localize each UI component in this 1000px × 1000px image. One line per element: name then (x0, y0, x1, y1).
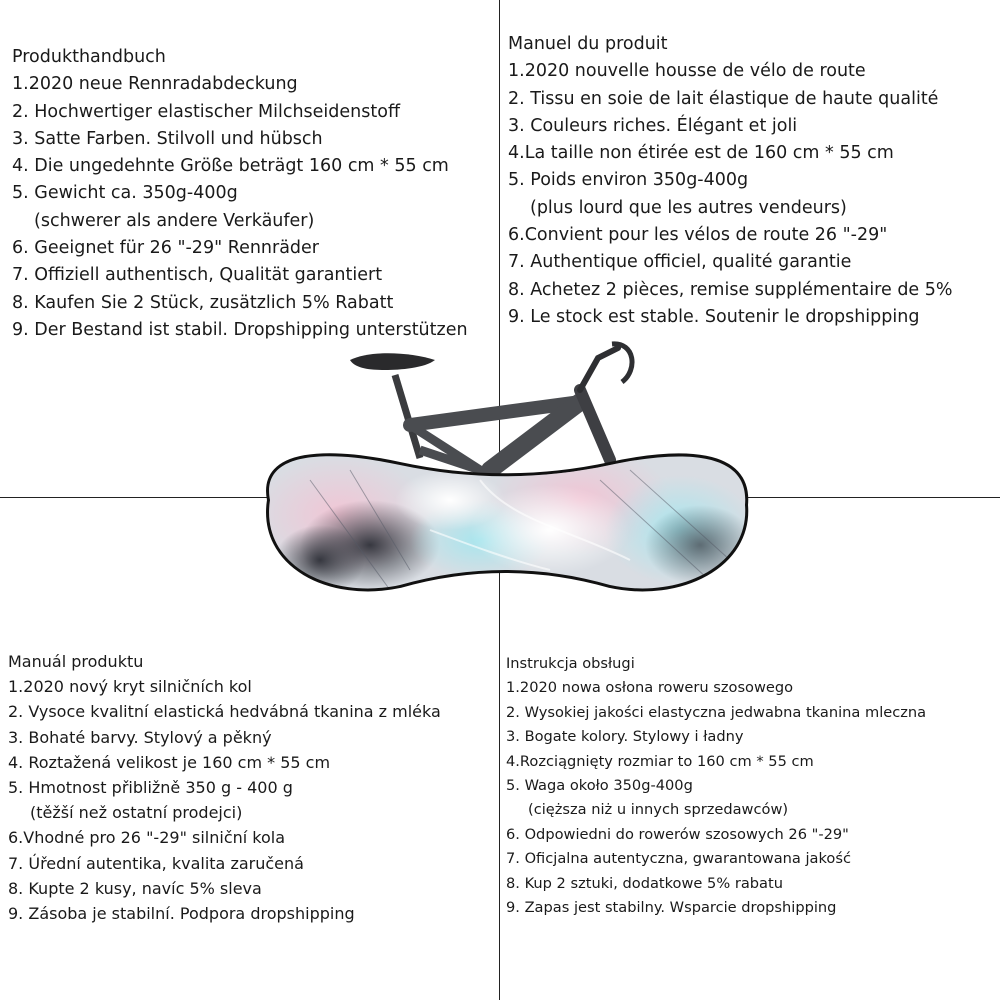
czech-item: 6.Vhodné pro 26 "-29" silniční kola (8, 828, 286, 848)
french-item: 2. Tissu en soie de lait élastique de haute qualité (508, 88, 939, 109)
german-item: 2. Hochwertiger elastischer Milchseidenstoff (12, 101, 401, 122)
german-item: 8. Kaufen Sie 2 Stück, zusätzlich 5% Rabatt (12, 292, 394, 313)
german-item: 7. Offiziell authentisch, Qualität garantiert (12, 265, 383, 286)
polish-item: 8. Kup 2 sztuki, dodatkowe 5% rabatu (506, 874, 783, 892)
czech-item: 4. Roztažená velikost je 160 cm * 55 cm (8, 752, 331, 772)
polish-item: 3. Bogate kolory. Stylowy i ładny (506, 728, 744, 746)
polish-item: 5. Waga około 350g-400g (506, 777, 693, 795)
polish-item: 6. Odpowiedni do rowerów szosowych 26 "-29" (506, 825, 849, 843)
polish-item-note: (cięższa niż u innych sprzedawców) (528, 801, 789, 819)
bike-silhouette (350, 344, 632, 470)
french-item-note: (plus lourd que les autres vendeurs) (530, 197, 847, 218)
german-item: 6. Geeignet für 26 "-29" Rennräder (12, 238, 320, 259)
czech-manual-title: Manuál produktu (8, 652, 144, 671)
polish-item: 2. Wysokiej jakości elastyczna jedwabna tkanina mleczna (506, 703, 927, 721)
french-item: 1.2020 nouvelle housse de vélo de route (508, 61, 866, 82)
czech-manual (8, 649, 441, 926)
german-item: 9. Der Bestand ist stabil. Dropshipping unterstützen (12, 319, 468, 340)
french-item: 3. Couleurs riches. Élégant et joli (508, 115, 798, 136)
german-item: 5. Gewicht ca. 350g-400g (12, 183, 238, 204)
german-item: 3. Satte Farben. Stilvoll und hübsch (12, 128, 323, 149)
czech-item: 9. Zásoba je stabilní. Podpora dropshipping (8, 904, 355, 924)
czech-item: 2. Vysoce kvalitní elastická hedvábná tkanina z mléka (8, 702, 441, 722)
german-item: 4. Die ungedehnte Größe beträgt 160 cm * 55 cm (12, 156, 449, 177)
czech-item: 5. Hmotnost přibližně 350 g - 400 g (8, 778, 293, 798)
polish-item: 7. Oficjalna autentyczna, gwarantowana jakość (506, 850, 851, 868)
french-item: 4.La taille non étirée est de 160 cm * 55 cm (508, 143, 894, 164)
french-manual (508, 31, 953, 331)
czech-item: 1.2020 nový kryt silničních kol (8, 677, 252, 697)
czech-item: 8. Kupte 2 kusy, navíc 5% sleva (8, 878, 262, 898)
french-item: 8. Achetez 2 pièces, remise supplémentaire de 5% (508, 279, 953, 300)
french-item: 9. Le stock est stable. Soutenir le dropshipping (508, 306, 920, 327)
french-manual-title: Manuel du produit (508, 34, 668, 54)
german-item-note: (schwerer als andere Verkäufer) (34, 210, 315, 231)
french-item: 6.Convient pour les vélos de route 26 "-29" (508, 225, 888, 246)
german-manual-title: Produkthandbuch (12, 47, 166, 67)
french-item: 7. Authentique officiel, qualité garantie (508, 252, 852, 273)
german-item: 1.2020 neue Rennradabdeckung (12, 74, 298, 95)
polish-manual-title: Instrukcja obsługi (506, 655, 635, 672)
polish-manual (506, 652, 926, 920)
bike-cover-product-image (250, 330, 760, 660)
german-manual (12, 44, 468, 344)
czech-item: 7. Úřední autentika, kvalita zaručená (8, 853, 304, 873)
czech-item: 3. Bohaté barvy. Stylový a pěkný (8, 727, 272, 747)
polish-item: 1.2020 nowa osłona roweru szosowego (506, 679, 794, 697)
polish-item: 9. Zapas jest stabilny. Wsparcie dropshipping (506, 899, 837, 917)
czech-item-note: (těžší než ostatní prodejci) (30, 803, 243, 823)
saddle-icon (350, 353, 435, 370)
polish-item: 4.Rozciągnięty rozmiar to 160 cm * 55 cm (506, 752, 814, 770)
french-item: 5. Poids environ 350g-400g (508, 170, 749, 191)
